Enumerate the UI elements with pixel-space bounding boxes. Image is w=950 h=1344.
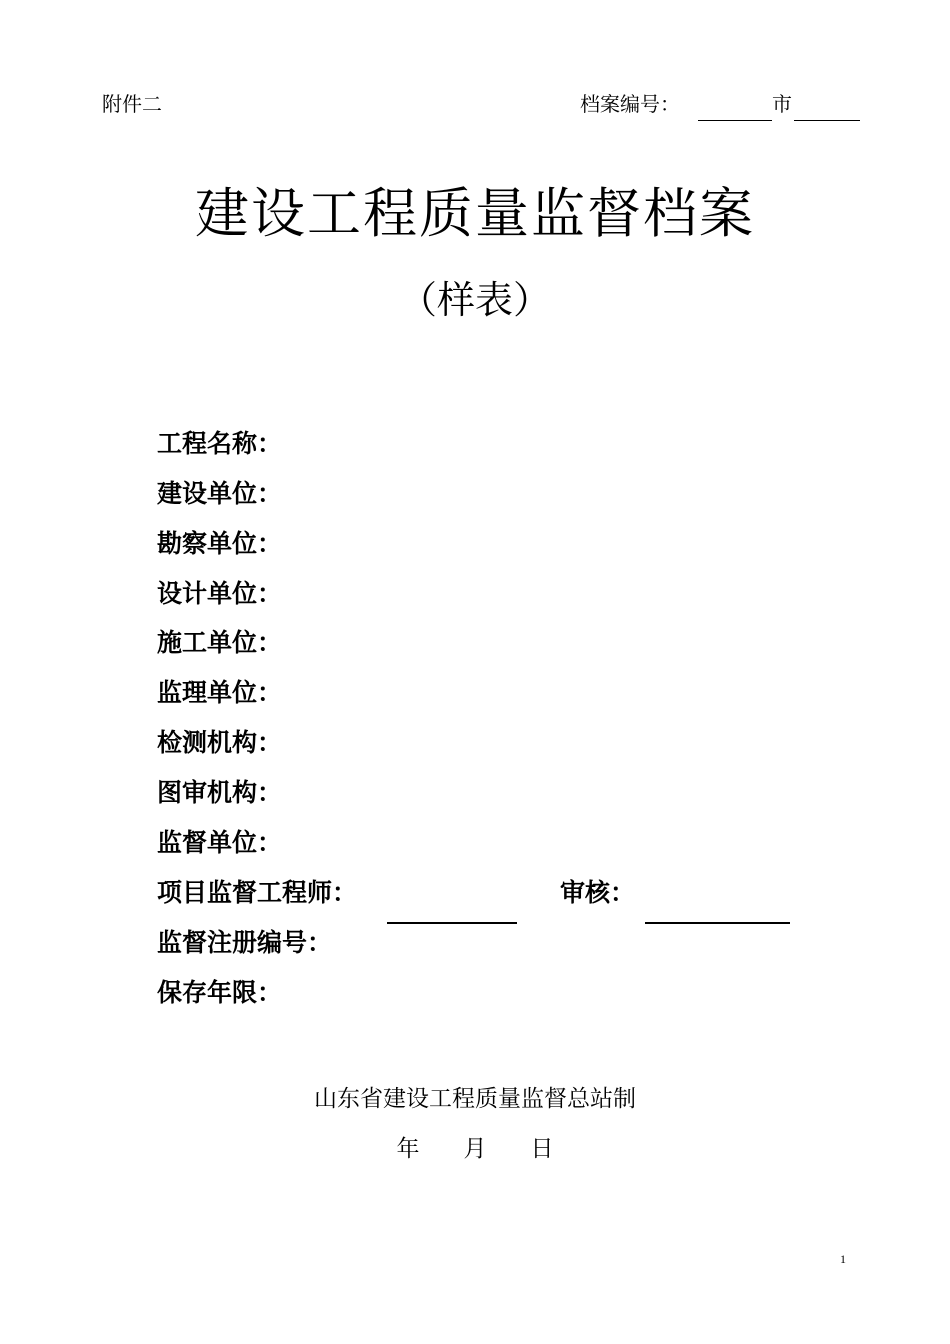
engineer-signature-line[interactable] xyxy=(387,922,517,924)
field-project-name: 工程名称： xyxy=(157,429,283,458)
issuer-text: 山东省建设工程质量监督总站制 xyxy=(314,1086,636,1112)
page-number: 1 xyxy=(840,1252,846,1266)
archive-serial-blank[interactable] xyxy=(794,120,860,121)
field-supervision-unit: 监理单位： xyxy=(157,678,283,707)
field-project-supervising-engineer: 项目监督工程师： xyxy=(157,878,358,907)
attachment-label: 附件二 xyxy=(102,92,162,116)
day-label: 日 xyxy=(530,1136,554,1162)
date-row xyxy=(0,1133,950,1165)
field-supervision-registration-no: 监督注册编号： xyxy=(157,928,333,957)
review-signature-line[interactable] xyxy=(645,922,790,924)
field-design-unit: 设计单位： xyxy=(157,579,283,608)
field-testing-agency: 检测机构： xyxy=(157,728,283,757)
document-title: 建设工程质量监督档案 xyxy=(195,182,755,245)
archive-number-blank[interactable] xyxy=(698,120,772,121)
review-label: 审核： xyxy=(560,878,636,907)
month-label: 月 xyxy=(463,1136,487,1162)
city-suffix: 市 xyxy=(772,92,792,116)
archive-number xyxy=(580,90,680,118)
field-survey-unit: 勘察单位： xyxy=(157,529,283,558)
field-oversight-unit: 监督单位： xyxy=(157,828,283,857)
year-label: 年 xyxy=(396,1136,420,1162)
field-contractor-unit: 施工单位： xyxy=(157,628,283,657)
field-construction-unit: 建设单位： xyxy=(157,479,283,508)
field-drawing-review-agency: 图审机构： xyxy=(157,778,283,807)
document-subtitle: （样表） xyxy=(398,278,551,322)
field-retention-period: 保存年限： xyxy=(157,978,283,1007)
archive-number-label: 档案编号： xyxy=(580,92,680,116)
